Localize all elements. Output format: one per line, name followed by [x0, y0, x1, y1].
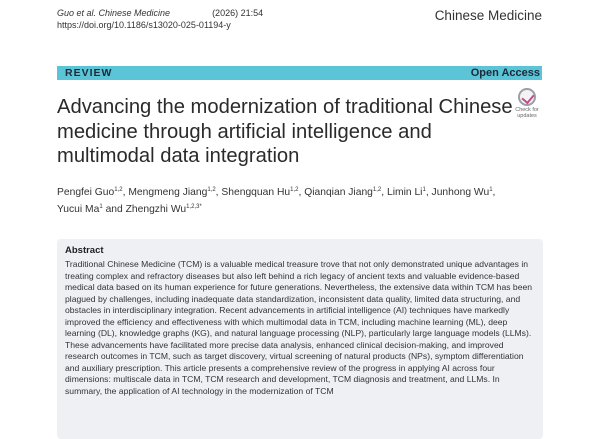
author[interactable]: Shengquan Hu$^{1,2}$	[221, 187, 299, 198]
doi-link[interactable]: https://doi.org/10.1186/s13020-025-01194-y	[57, 20, 231, 30]
abstract-text: Traditional Chinese Medicine (TCM) is a valuable medical treasure trove that not only demonstrated unique advantages in treating complex and refractory diseases but also left behind a rich legacy of ancient texts and valuable evidence-based medical data based on its human experience for future generations. Nevertheless, the extensive data within TCM has been plagued by challenges, including inadequate data standardization, inconsistent data quality, limited data structuring, and obstacles in interdisciplinary integration. Recent advancements in artificial intelligence (AI) techniques have markedly improved the efficiency and effectiveness with which multimodal data in TCM, including machine learning (ML), deep learning (DL), knowledge graphs (KG), and natural language processing (NLP), particularly large language models (LLMs). These advancements have facilitated more precise data analysis, enhanced clinical decision-making, and improved research outcomes in TCM, such as target discovery, virtual screening of natural products (NPs), symptom differentiation and auxiliary prescription. This article presents a comprehensive review of the progress in applying AI across four dimensions: multiscale data in TCM, TCM research and development, TCM diagnosis and treatment, and LLMs. In summary, the application of AI technology in the modernization of TCM	[65, 259, 533, 396]
author[interactable]: Yucui Ma$^1$	[57, 204, 103, 215]
check-for-updates-icon	[518, 88, 536, 106]
author-list: Pengfei Guo$^{1,2}$, Mengmeng Jiang$^{1,2}$, Shengquan Hu$^{1,2}$, Qianqian Jiang$^{1,2}$, Limin Li$^1$, Junhong Wu$^1$, Yucui Ma$^1$ and Zhengzhi $Wu^{1,2,3*}$	[57, 187, 496, 215]
author[interactable]: Junhong Wu$^1$	[431, 187, 493, 198]
check-for-updates-button[interactable]	[512, 88, 542, 118]
article-type-banner	[57, 66, 542, 80]
citation: Guo et al. Chinese Medicine	[57, 8, 171, 18]
author[interactable]: Qianqian Jiang$^{1,2}$	[304, 187, 382, 198]
abstract-box	[57, 239, 543, 439]
journal-name: Chinese Medicine	[434, 8, 542, 23]
author[interactable]: Mengmeng Jiang$^{1,2}$	[128, 187, 216, 198]
author[interactable]: Pengfei Guo$^{1,2}$	[57, 187, 123, 198]
year-volume: (2026) 21:54	[212, 8, 264, 18]
article-type: REVIEW	[65, 67, 113, 79]
running-header	[57, 7, 263, 31]
author[interactable]: Limin Li$^1$	[386, 187, 426, 198]
abstract-heading: Abstract	[65, 245, 104, 256]
article-title: Advancing the modernization of traditional Chinese medicine through artificial intelligence and multimodal data integration	[57, 96, 513, 167]
badge-line1: Check for	[515, 107, 539, 113]
badge-line2: updates	[517, 113, 537, 119]
author[interactable]: Zhengzhi $Wu^{1,2,3*}$	[125, 204, 202, 215]
open-access-label: Open Access	[470, 67, 540, 79]
